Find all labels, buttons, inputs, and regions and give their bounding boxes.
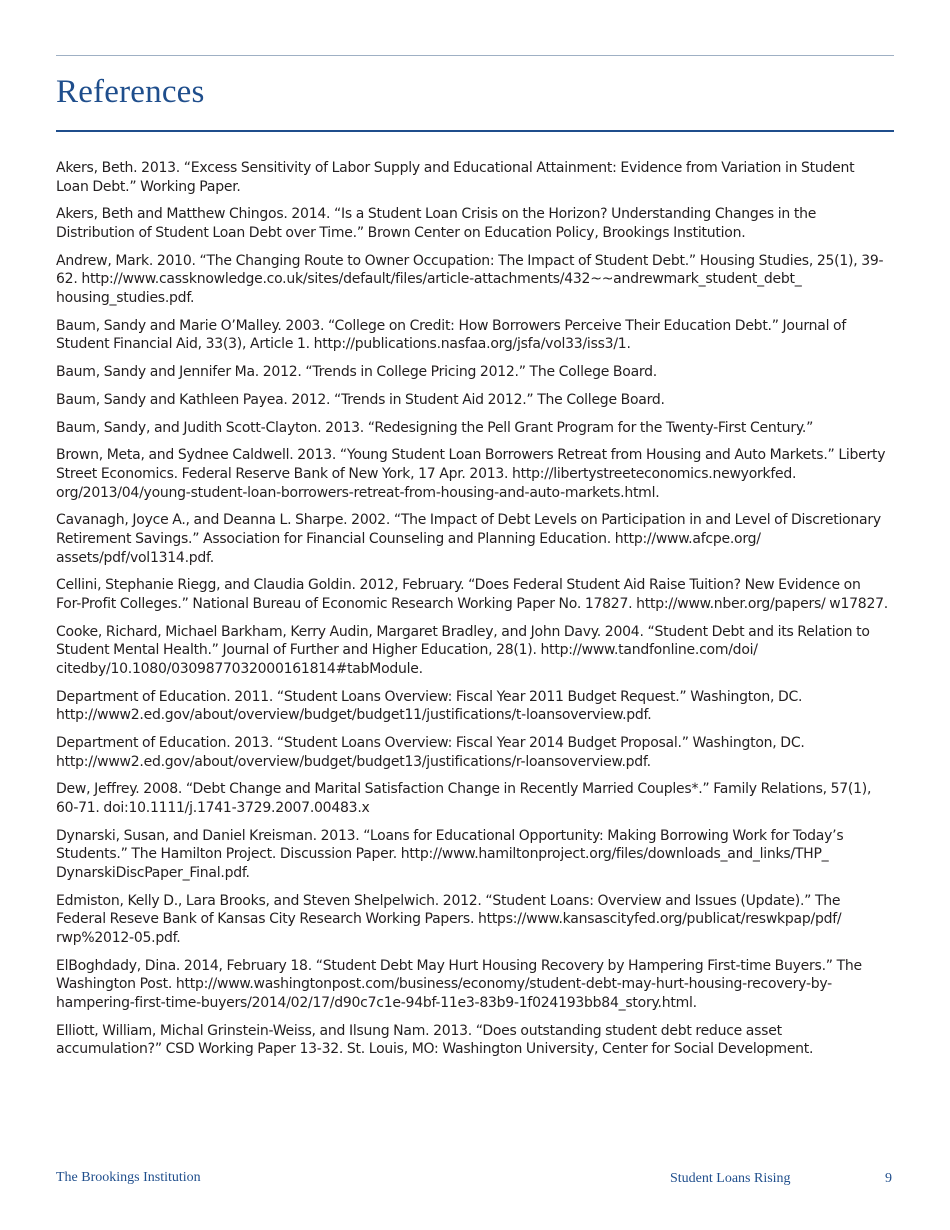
reference-entry: Brown, Meta, and Sydnee Caldwell. 2013. “Young Student Loan Borrowers Retreat from Housing and Auto Markets.” Liberty Street Economics. Federal Reserve Bank of New York, 17 Apr. 2013. http://libertystreeteconomics.newyorkfed. org/2013/04/young-student-loan-borrowers-retreat-from-housing-and-auto-markets.html. [56, 447, 886, 501]
reference-entry: Elliott, William, Michal Grinstein-Weiss, and Ilsung Nam. 2013. “Does outstanding student debt reduce asset accumulation?” CSD Working Paper 13-32. St. Louis, MO: Washington University, Center for Social Development. [56, 1022, 814, 1058]
page-number: 9 [885, 1171, 892, 1186]
reference-entry: ElBoghdady, Dina. 2014, February 18. “Student Debt May Hurt Housing Recovery by Hampering First-time Buyers.” The Washington Post. http://www.washingtonpost.com/business/economy/student-debt-may-hurt-housing-recovery-by- hampering-first-time-buyers/2014/02/17/d90c7c1e-94bf-11e3-83b9-1f024193bb84_story.html. [56, 957, 862, 1011]
reference-list [56, 159, 888, 1068]
reference-entry: Cooke, Richard, Michael Barkham, Kerry Audin, Margaret Bradley, and John Davy. 2004. “Student Debt and its Relation to Student Mental Health.” Journal of Further and Higher Education, 28(1). http://www.tandfonline.com/doi/ citedby/10.1080/0309877032000161814#tabModule. [56, 623, 870, 677]
reference-entry: Baum, Sandy, and Judith Scott-Clayton. 2013. “Redesigning the Pell Grant Program for the Twenty-First Century.” [56, 419, 814, 436]
footer-publisher: The Brookings Institution [56, 1170, 201, 1185]
page-title: References [56, 74, 205, 110]
footer-report-title: Student Loans Rising [670, 1171, 791, 1186]
top-divider [56, 55, 894, 56]
title-divider [56, 130, 894, 132]
reference-entry: Edmiston, Kelly D., Lara Brooks, and Steven Shelpelwich. 2012. “Student Loans: Overview and Issues (Update).” The Federal Reseve Bank of Kansas City Research Working Papers. https://www.kansascityfed.org/publicat/reswkpap/pdf/ rwp%2012-05.pdf. [56, 892, 842, 946]
reference-entry: Andrew, Mark. 2010. “The Changing Route to Owner Occupation: The Impact of Student Debt.” Housing Studies, 25(1), 39-62. http://www.cassknowledge.co.uk/sites/default/files/article-attachments/432~~andrewmark_student_debt_ housing_studies.pdf. [56, 252, 884, 306]
reference-entry: Akers, Beth. 2013. “Excess Sensitivity of Labor Supply and Educational Attainment: Evidence from Variation in Student Loan Debt.” Working Paper. [56, 160, 855, 195]
reference-entry: Department of Education. 2013. “Student Loans Overview: Fiscal Year 2014 Budget Proposal.” Washington, DC. http://www2.ed.gov/about/overview/budget/budget13/justifications/r-loansoverview.pdf. [56, 735, 805, 770]
reference-entry: Baum, Sandy and Jennifer Ma. 2012. “Trends in College Pricing 2012.” The College Board. [56, 364, 658, 381]
reference-entry: Akers, Beth and Matthew Chingos. 2014. “Is a Student Loan Crisis on the Horizon? Understanding Changes in the Distribution of Student Loan Debt over Time.” Brown Center on Education Policy, Brookings Institution. [56, 206, 817, 241]
reference-entry: Baum, Sandy and Marie O’Malley. 2003. “College on Credit: How Borrowers Perceive Their Education Debt.” Journal of Student Financial Aid, 33(3), Article 1. http://publications.nasfaa.org/jsfa/vol33/iss3/1. [56, 317, 847, 353]
reference-entry: Dynarski, Susan, and Daniel Kreisman. 2013. “Loans for Educational Opportunity: Making Borrowing Work for Today’s Students.” The Hamilton Project. Discussion Paper. http://www.hamiltonproject.org/files/downloads_and_links/THP_ DynarskiDiscPaper_Final.pdf. [56, 827, 844, 882]
reference-entry: Cavanagh, Joyce A., and Deanna L. Sharpe. 2002. “The Impact of Debt Levels on Participation in and Level of Discretionary Retirement Savings.” Association for Financial Counseling and Planning Education. http://www.afcpe.org/ assets/pdf/vol1314.pdf. [56, 512, 881, 566]
reference-entry: Cellini, Stephanie Riegg, and Claudia Goldin. 2012, February. “Does Federal Student Aid Raise Tuition? New Evidence on For-Profit Colleges.” National Bureau of Economic Research Working Paper No. 17827. http://www.nber.org/papers/ w17827. [56, 577, 888, 612]
reference-entry: Department of Education. 2011. “Student Loans Overview: Fiscal Year 2011 Budget Request.” Washington, DC. http://www2.ed.gov/about/overview/budget/budget11/justifications/t-loansoverview.pdf. [56, 688, 803, 724]
reference-entry: Baum, Sandy and Kathleen Payea. 2012. “Trends in Student Aid 2012.” The College Board. [56, 391, 665, 408]
reference-entry: Dew, Jeffrey. 2008. “Debt Change and Marital Satisfaction Change in Recently Married Couples*.” Family Relations, 57(1), 60-71. doi:10.1111/j.1741-3729.2007.00483.x [56, 781, 872, 817]
